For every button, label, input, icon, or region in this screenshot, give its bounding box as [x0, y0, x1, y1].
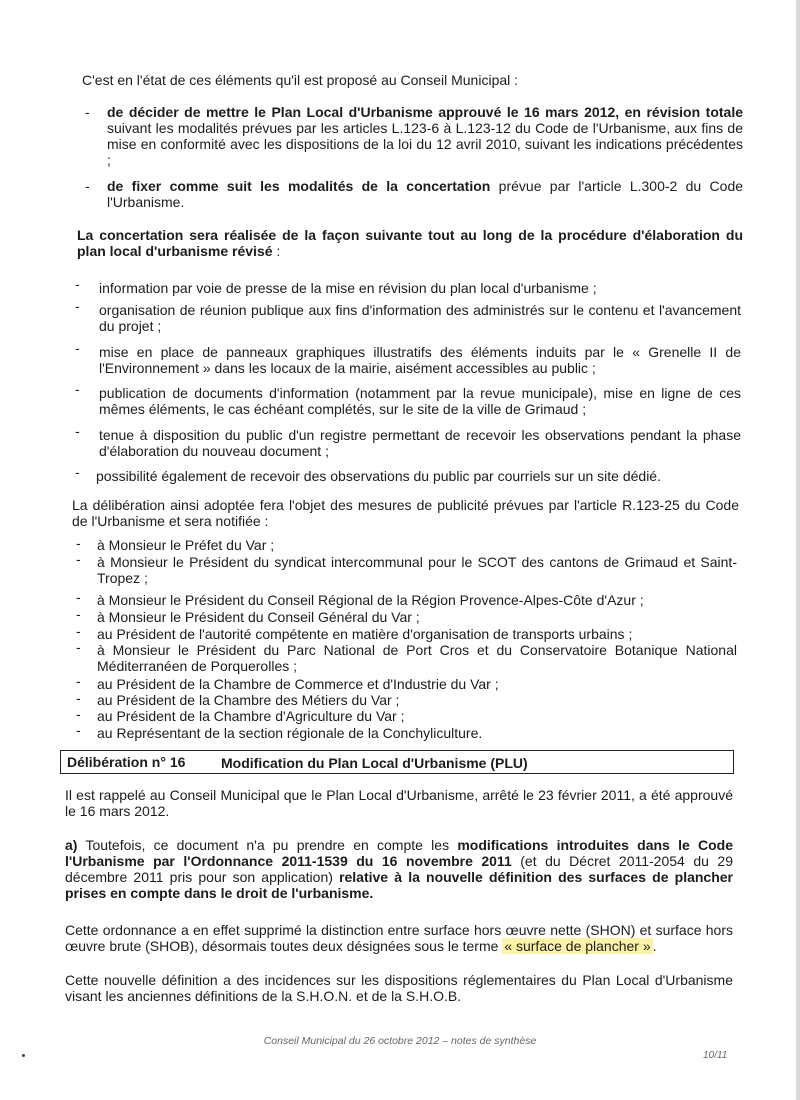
publicity-text: La délibération ainsi adoptée fera l'objet des mesures de publicité prévues par l'article R.123-25 du Code de l'Urbanisme et sera notifiée : — [72, 497, 739, 529]
proposal-2-bold: de fixer comme suit les modalités de la concertation — [107, 178, 491, 194]
concertation-item: organisation de réunion publique aux fins d'information des administrés sur le contenu et l'avancement du projet ; — [99, 302, 741, 334]
bullet-dash: - — [75, 381, 80, 397]
deliberation-title: Modification du Plan Local d'Urbanisme (PLU) — [221, 755, 528, 771]
intro-text: C'est en l'état de ces éléments qu'il est proposé au Conseil Municipal : — [82, 72, 519, 88]
paragraph-ordonnance-end: . — [652, 938, 657, 954]
recipient-item: à Monsieur le Préfet du Var ; — [97, 537, 275, 553]
paragraph-a-bold-1: modifications introduites dans le Code l'Urbanisme par l'Ordonnance 2011-1539 du 16 novembre 2011 — [65, 837, 733, 869]
deliberation-number: Délibération n° 16 — [67, 754, 186, 770]
concertation-item: publication de documents d'information (notamment par la revue municipale), mise en ligne de ces mêmes éléments, le cas échéant complétés, sur le site de la ville de Grimaud ; — [99, 385, 741, 417]
bullet-dash: - — [76, 589, 81, 605]
bullet-dash: - — [75, 423, 80, 439]
recipient-item: à Monsieur le Président du syndicat intercommunal pour le SCOT des cantons de Grimaud et Saint-Tropez ; — [97, 554, 737, 586]
bullet-dash: - — [75, 298, 80, 314]
scan-speck — [22, 1054, 25, 1057]
bullet-dash: - — [75, 464, 80, 480]
concertation-heading-suffix: : — [272, 243, 281, 259]
proposal-1-bold: de décider de mettre le Plan Local d'Urbanisme approuvé le 16 mars 2012, en révision totale — [107, 104, 743, 120]
bullet-dash: - — [85, 178, 90, 194]
paragraph-a-bold-2: relative à la nouvelle définition des surfaces de plancher prises en compte dans le droit de l'urbanisme. — [65, 869, 733, 901]
concertation-item: mise en place de panneaux graphiques illustratifs des éléments induits par le « Grenelle II de l'Environnement » dans les locaux de la mairie, aisément accessibles au public ; — [99, 344, 741, 376]
recipient-item: au Président de l'autorité compétente en matière d'organisation de transports urbains ; — [97, 626, 633, 642]
proposal-1 — [107, 104, 743, 168]
recipient-item: à Monsieur le Président du Conseil Régional de la Région Provence-Alpes-Côte d'Azur ; — [97, 592, 644, 608]
bullet-dash: - — [76, 551, 81, 567]
page-number: 10/11 — [703, 1050, 728, 1061]
concertation-item: information par voie de presse de la mise en révision du plan local d'urbanisme ; — [99, 280, 597, 296]
paragraph-a-text-2: (et du Décret 2011-2054 du 29 décembre 2011 pris pour son application) — [65, 853, 733, 885]
concertation-item: possibilité également de recevoir des observations du public par courriels sur un site dédié. — [96, 468, 661, 484]
concertation-heading — [77, 227, 743, 259]
recipient-item: au Représentant de la section régionale de la Conchyliculture. — [97, 725, 483, 741]
page-footer: Conseil Municipal du 26 octobre 2012 – notes de synthèse — [263, 1035, 537, 1047]
paragraph-incidences: Cette nouvelle définition a des incidences sur les dispositions réglementaires du Plan Local d'Urbanisme visant les anciennes définitions de la S.H.O.N. et de la S.H.O.B. — [65, 972, 733, 1004]
paragraph-ordonnance — [65, 922, 733, 954]
bullet-dash: - — [75, 340, 80, 356]
bullet-dash: - — [76, 606, 81, 622]
bullet-dash: - — [75, 276, 80, 292]
recipient-item: au Président de la Chambre d'Agriculture du Var ; — [97, 708, 405, 724]
bullet-dash: - — [76, 535, 81, 551]
bullet-dash: - — [76, 722, 81, 738]
bullet-dash: - — [76, 639, 81, 655]
bullet-dash: - — [85, 104, 90, 120]
paragraph-a-marker: a) — [65, 837, 78, 853]
proposal-2 — [107, 178, 743, 210]
recipient-item: au Président de la Chambre des Métiers du Var ; — [97, 692, 400, 708]
concertation-item: tenue à disposition du public d'un registre permettant de recevoir les observations pendant la phase d'élaboration du nouveau document ; — [99, 427, 741, 459]
bullet-dash: - — [76, 706, 81, 722]
recipient-item: à Monsieur le Président du Parc National de Port Cros et du Conservatoire Botanique National Méditerranéen de Porquerolles ; — [97, 642, 737, 674]
scan-edge — [796, 0, 800, 1100]
deliberation-header-box — [60, 750, 734, 774]
recipient-item: à Monsieur le Président du Conseil Général du Var ; — [97, 609, 420, 625]
bullet-dash: - — [76, 623, 81, 639]
proposal-1-text: suivant les modalités prévues par les articles L.123-6 à L.123-12 du Code de l'Urbanisme, aux fins de mise en conformité avec les dispositions de la loi du 12 avril 2010, suivant les indications précédentes ; — [107, 120, 743, 168]
bullet-dash: - — [76, 690, 81, 706]
paragraph-a-text-1: Toutefois, ce document n'a pu prendre en compte les — [77, 837, 458, 853]
bullet-dash: - — [76, 673, 81, 689]
highlighted-term: « surface de plancher » — [504, 938, 651, 954]
concertation-heading-bold: La concertation sera réalisée de la façon suivante tout au long de la procédure d'élaboration du plan local d'urbanisme révisé — [77, 227, 743, 259]
recipient-item: au Président de la Chambre de Commerce et d'Industrie du Var ; — [97, 676, 499, 692]
paragraph-ordonnance-text: Cette ordonnance a en effet supprimé la distinction entre surface hors œuvre nette (SHON) et surface hors œuvre brute (SHOB), désormais toutes deux désignées sous le terme — [65, 922, 733, 954]
paragraph-a — [65, 837, 733, 901]
proposal-2-text: prévue par l'article L.300-2 du Code l'Urbanisme. — [107, 178, 744, 210]
paragraph-reminder: Il est rappelé au Conseil Municipal que le Plan Local d'Urbanisme, arrêté le 23 février 2011, a été approuvé le 16 mars 2012. — [65, 787, 733, 819]
